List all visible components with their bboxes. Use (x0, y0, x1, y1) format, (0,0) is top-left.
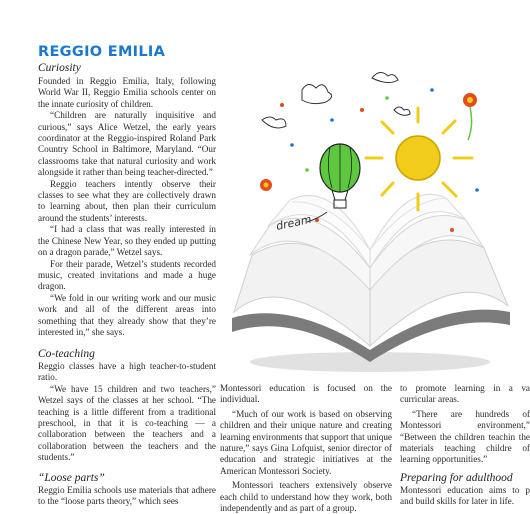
paragraph: “I had a class that was really interested in the Chinese New Year, so they ended up putting on a dragon parade,” Wetzel says. (38, 224, 216, 258)
paragraph: Reggio teachers intently observe their classes to see what they are collectively drawn to learning about, then plan their curriculum around the students’ interests. (38, 178, 216, 223)
paragraph: “We fold in our writing work and our music work and all of the different areas into something that they already show that they’re interested in,” she says. (38, 292, 216, 337)
right-column (400, 383, 530, 508)
paragraph: For their parade, Wetzel’s students recorded music, created invitations and made a huge dragon. (38, 258, 216, 292)
paragraph: Montessori education aims to p and build skills for later in life. (400, 484, 530, 507)
balloon-doodle (320, 144, 360, 208)
subheading-loose-parts: “Loose parts” (38, 471, 105, 484)
subheading-preparing-adulthood: Preparing for adulthood (400, 471, 513, 484)
paragraph: Montessori teachers extensively observe each child to understand how they work, both independently and as part of a group. (220, 480, 392, 514)
paragraph: “Children are naturally inquisitive and curious,” says Alice Wetzel, the early years coordinator at the Reggio-inspired Roland Park Country School in Baltimore, Maryland. “Our classrooms take that natural curiosity and work alongside it rather than being teacher-directed.” (38, 110, 216, 178)
paragraph: Reggio classes have a high teacher-to-student ratio. (38, 361, 216, 383)
paragraph: “We have 15 children and two teachers,” Wetzel says of the classes at her school. “The teaching is a little different from a traditional preschool, in that it is co-teaching — a collaboration between the teachers and a collaboration between the teachers and the students.” (38, 383, 216, 463)
paragraph: Montessori education is focused on the individual. (220, 383, 392, 405)
dream-doodle-text: dream (274, 212, 313, 233)
middle-column (220, 383, 392, 514)
left-column (38, 44, 216, 338)
sun-doodle (366, 108, 472, 210)
subheading-curiosity: Curiosity (38, 62, 81, 74)
paragraph: Founded in Reggio Emilia, Italy, following World War II, Reggio Emilia schools center on the innate curiosity of children. (38, 76, 216, 109)
flower-doodle (260, 93, 477, 191)
paragraph: Reggio Emilia schools use materials that adhere to the “loose parts theory,” which sees (38, 484, 216, 507)
section-title: REGGIO EMILIA (38, 44, 166, 60)
paragraph: “There are hundreds of Montessori environment,” “Between the children teachin the materials teaching childre of learning opportunities.” (400, 408, 530, 465)
paragraph: “Much of our work is based on observing children and their unique nature and creating learning environments that support that unique nature,” says Gina Lofquist, senior director of education and strategic initiatives at the American Montessori Society. (220, 408, 392, 476)
coteaching-section (38, 348, 216, 507)
subheading-coteaching: Co-teaching (38, 348, 95, 360)
paragraph: to promote learning in a va curricular areas. (400, 383, 530, 405)
open-book-illustration (222, 50, 512, 385)
